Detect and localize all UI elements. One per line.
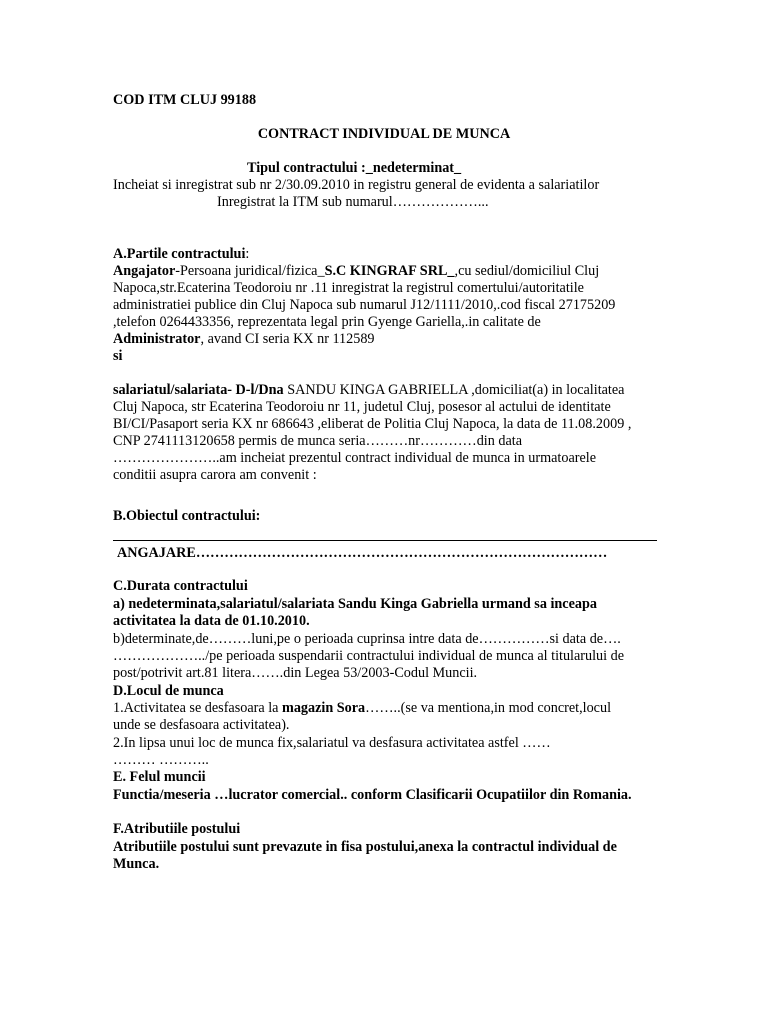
workplace-line-3: 2.In lipsa unui loc de munca fix,salariatul va desfasura activitatea astfel …… — [113, 735, 551, 751]
duration-b-line-2: ………………../pe perioada suspendarii contractului individual de munca al titularului de — [113, 648, 625, 664]
angajator-text: -Persoana juridical/fizica_ — [175, 263, 325, 279]
salariat-line-2: Cluj Napoca, str Ecaterina Teodoroiu nr 11, judetul Cluj, posesor al actului de identitate — [113, 399, 611, 415]
contract-type: Tipul contractului :_nedeterminat_ — [247, 160, 462, 176]
section-a-title: A.Partile contractului — [113, 246, 246, 262]
workplace-line-1 — [113, 700, 611, 717]
angajator-line-3: administratiei publice din Cluj Napoca sub numarul J12/1111/2010,.cod fiscal 27175209 — [113, 297, 616, 313]
duties-line-2: Munca. — [113, 856, 160, 872]
duties-line-1: Atributiile postului sunt prevazute in fisa postului,anexa la contractul individual de — [113, 839, 617, 855]
salariat-line-5: …………………..am incheiat prezentul contract individual de munca in urmatoarele — [113, 450, 597, 466]
itm-registration-line: Inregistrat la ITM sub numarul………………... — [217, 194, 489, 210]
cod-itm: COD ITM CLUJ 99188 — [113, 92, 257, 108]
administrator-label: Administrator — [113, 331, 201, 347]
angajare-line: ANGAJARE…………………………………………………………………………… — [117, 545, 608, 561]
angajator-line — [113, 263, 599, 280]
company-name: S.C KINGRAF SRL_ — [324, 263, 455, 279]
contract-title: CONTRACT INDIVIDUAL DE MUNCA — [257, 126, 511, 142]
angajator-line-2: Napoca,str.Ecaterina Teodoroiu nr .11 inregistrat la registrul comertului/autoritatile — [113, 280, 584, 296]
salariat-label: salariatul/salariata- D-l/Dna — [113, 382, 284, 398]
administrator-id: , avand CI seria KX nr 112589 — [200, 331, 375, 347]
salariat-line-4: CNP 2741113120658 permis de munca seria………nr…………din data — [113, 433, 523, 449]
salariat-line — [113, 382, 624, 399]
duration-b-line-1: b)determinate,de………luni,pe o perioada cuprinsa intre data de……………si data de…. — [113, 631, 621, 647]
angajator-label: Angajator — [113, 263, 176, 279]
section-a-heading — [113, 246, 249, 263]
salariat-name: SANDU KINGA GABRIELLA ,domiciliat(a) in localitatea — [283, 382, 625, 398]
administrator-line — [113, 331, 375, 348]
duration-a-line-1: a) nedeterminata,salariatul/salariata Sandu Kinga Gabriella urmand sa inceapa — [113, 596, 597, 612]
salariat-line-6: conditii asupra carora am convenit : — [113, 467, 317, 483]
salariat-line-3: BI/CI/Pasaport seria KX nr 686643 ,eliberat de Politia Cluj Napoca, la data de 11.08.2009 , — [113, 416, 632, 432]
section-e-heading: E. Felul muncii — [113, 769, 206, 785]
section-b-rule — [113, 540, 657, 541]
job-function-line: Functia/meseria …lucrator comercial.. conform Clasificarii Ocupatiilor din Romania. — [113, 787, 632, 803]
angajator-line-4: ,telefon 0264433356, reprezentata legal prin Gyenge Gariella,.in calitate de — [113, 314, 541, 330]
section-f-heading: F.Atributiile postului — [113, 821, 241, 837]
workplace-note: ……..(se va mentiona,in mod concret,locul — [365, 700, 612, 716]
workplace-text: 1.Activitatea se desfasoara la — [113, 700, 282, 716]
section-c-heading: C.Durata contractului — [113, 578, 248, 594]
si-connector: si — [113, 348, 123, 364]
duration-a-line-2: activitatea la data de 01.10.2010. — [113, 613, 310, 629]
workplace-line-2: unde se desfasoara activitatea). — [113, 717, 290, 733]
angajator-address: ,cu sediul/domiciliul Cluj — [454, 263, 600, 279]
section-d-heading: D.Locul de munca — [113, 683, 224, 699]
section-b-heading: B.Obiectul contractului: — [113, 508, 261, 524]
workplace-line-4: ……… ……….. — [113, 752, 209, 768]
section-a-colon: : — [245, 246, 250, 262]
registration-line: Incheiat si inregistrat sub nr 2/30.09.2010 in registru general de evidenta a salariatilor — [113, 177, 600, 193]
workplace-store: magazin Sora — [282, 700, 366, 716]
duration-b-line-3: post/potrivit art.81 litera…….din Legea 53/2003-Codul Muncii. — [113, 665, 478, 681]
